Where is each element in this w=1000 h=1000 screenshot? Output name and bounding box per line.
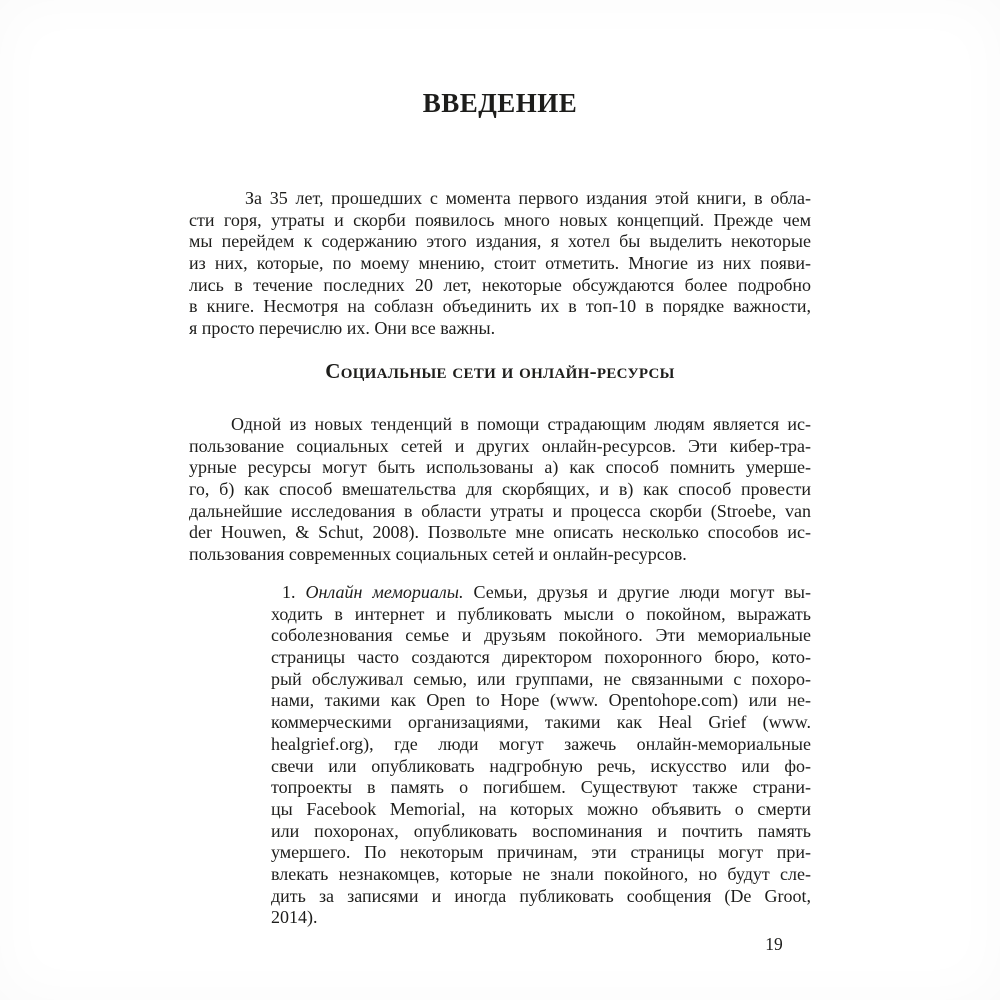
text-line: 2014). (271, 907, 318, 928)
text-line: Одной из новых тенденций в помощи страдающим людям является ис- (231, 414, 811, 434)
text-line: свечи или опубликовать надгробную речь, искусство или фо- (271, 755, 811, 776)
text-line: der Houwen, & Schut, 2008). Позвольте мне описать несколько способов ис- (189, 522, 811, 543)
text-line: дальнейшие исследования в области утраты и процесса скорби (Stroebe, van (189, 500, 811, 521)
text-line: умершего. По некоторым причинам, эти страницы могут при- (271, 842, 811, 863)
text-line (271, 582, 811, 604)
section-heading: Социальные сети и онлайн-ресурсы (325, 359, 675, 383)
text-line: цы Facebook Memorial, на которых можно объявить о смерти (271, 798, 811, 819)
text-line: рый обслуживал семью, или группами, не связанными с похоро- (271, 668, 811, 689)
page-number: 19 (765, 934, 783, 954)
text-line: нами, такими как Open to Hope (www. Opentohope.com) или не- (271, 690, 811, 711)
list-item-title-italic: Онлайн мемориалы. (305, 582, 464, 602)
text-line: healgrief.org), где люди могут зажечь онлайн-мемориальные (271, 733, 811, 754)
text-line: сти горя, утраты и скорби появилось много новых концепций. Прежде чем (189, 209, 811, 230)
text-line: топроекты в память о погибшем. Существуют также страни- (271, 777, 811, 798)
social-networks-paragraph (189, 414, 811, 566)
text-line: страницы часто создаются директором похоронного бюро, кото- (271, 647, 811, 668)
text-line: го, б) как способ вмешательства для скорбящих, и в) как способ провести (189, 479, 811, 500)
list-item-number: 1. (282, 582, 306, 602)
text-line: коммерческими организациями, такими как Heal Grief (www. (271, 712, 811, 733)
text-line: мы перейдем к содержанию этого издания, я хотел бы выделить некоторые (189, 231, 811, 252)
text-line: влекать незнакомцев, которые не знали покойного, но будут сле- (271, 863, 811, 884)
text-line: или похоронах, опубликовать воспоминания и почтить память (271, 820, 811, 841)
text-line: соболезнования семье и друзьям покойного. Эти мемориальные (271, 625, 811, 646)
online-memorials-list-item (271, 582, 811, 929)
text-line: ходить в интернет и публиковать мысли о покойном, выражать (271, 603, 811, 624)
text-line: урные ресурсы могут быть использованы а) как способ помнить умерше- (189, 457, 811, 478)
text-line: лись в течение последних 20 лет, некоторые обсуждаются более подробно (189, 274, 811, 295)
text-line: За 35 лет, прошедших с момента первого издания этой книги, в обла- (245, 188, 811, 208)
text-line: я просто перечислю их. Они все важны. (189, 318, 496, 339)
text-line: дить за записями и иногда публиковать сообщения (De Groot, (271, 885, 811, 906)
list-item-first-line-rest: Семьи, друзья и другие люди могут вы- (463, 582, 812, 602)
text-line: из них, которые, по моему мнению, стоит отметить. Многие из них появи- (189, 253, 811, 274)
text-line: пользования современных социальных сетей и онлайн-ресурсов. (189, 544, 687, 565)
page-title: ВВЕДЕНИЕ (422, 88, 578, 118)
text-line: в книге. Несмотря на соблазн объединить их в топ-10 в порядке важности, (189, 296, 811, 317)
text-line: пользование социальных сетей и других онлайн-ресурсов. Эти кибер-тра- (189, 435, 811, 456)
intro-paragraph (189, 188, 811, 340)
